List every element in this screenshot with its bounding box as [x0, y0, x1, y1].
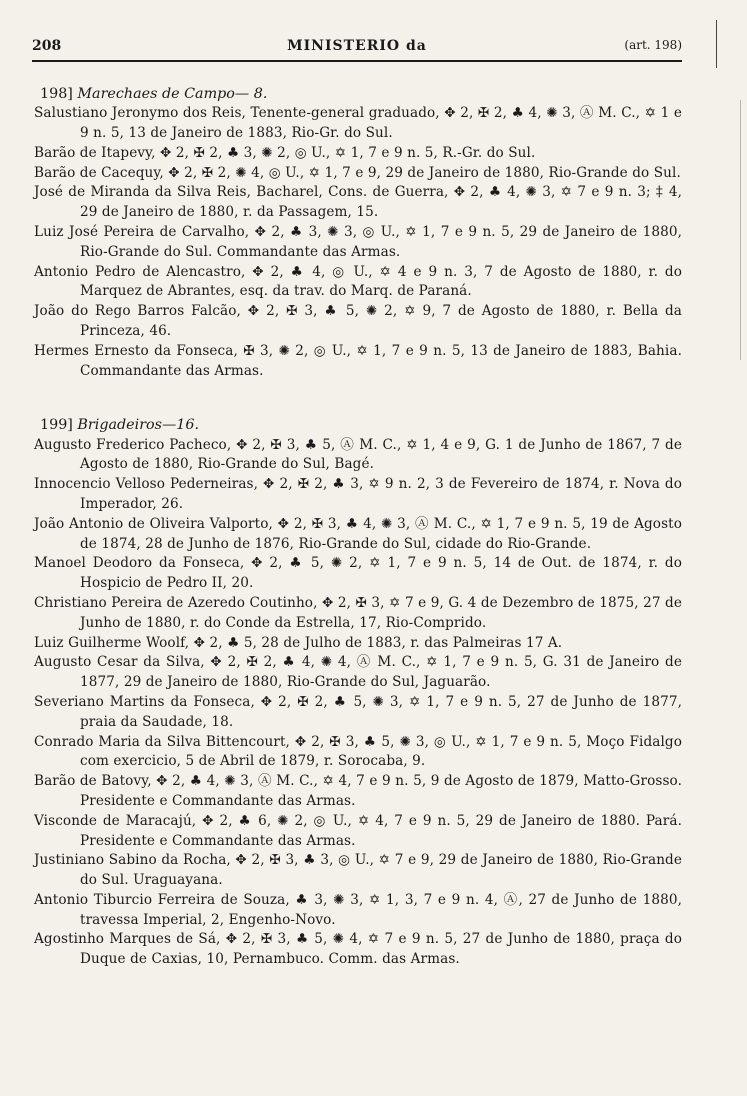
- section-title: Brigadeiros—16.: [77, 417, 200, 434]
- section-heading: [40, 415, 682, 435]
- list-item: Luiz Guilherme Woolf, ✥ 2, ♣ 5, 28 de Julho de 1883, r. das Palmeiras 17 A.: [34, 634, 563, 651]
- page-margin-line: [740, 100, 741, 360]
- list-item: Barão de Cacequy, ✥ 2, ✠ 2, ✺ 4, ◎ U., ✡ 1, 7 e 9, 29 de Janeiro de 1880, Rio-Grande do Sul.: [34, 164, 681, 181]
- list-item: Manoel Deodoro da Fonseca, ✥ 2, ♣ 5, ✺ 2, ✡ 1, 7 e 9 n. 5, 14 de Out. de 1874, r. do Hospicio de Pedro II, 20.: [34, 555, 682, 592]
- list-item: Barão de Itapevy, ✥ 2, ✠ 2, ♣ 3, ✺ 2, ◎ U., ✡ 1, 7 e 9 n. 5, R.-Gr. do Sul.: [34, 144, 536, 161]
- section-marechaes: [32, 84, 682, 381]
- list-item: Hermes Ernesto da Fonseca, ✠ 3, ✺ 2, ◎ U., ✡ 1, 7 e 9 n. 5, 13 de Janeiro de 1883, Bahia. Commandante das Armas.: [34, 342, 682, 379]
- list-item: Barão de Batovy, ✥ 2, ♣ 4, ✺ 3, Ⓐ M. C., ✡ 4, 7 e 9 n. 5, 9 de Agosto de 1879, Matto-Grosso. Presidente e Commandante das Armas.: [34, 773, 682, 809]
- running-header: [32, 36, 682, 62]
- page-edge-mark: [716, 20, 717, 68]
- section-heading: [40, 84, 682, 104]
- document-page: [32, 36, 682, 970]
- list-item: Augusto Frederico Pacheco, ✥ 2, ✠ 3, ♣ 5, Ⓐ M. C., ✡ 1, 4 e 9, G. 1 de Junho de 1867, 7 de Agosto de 1880, Rio-Grande do Sul, Bagé.: [34, 436, 682, 473]
- section-title: Marechaes de Campo— 8.: [77, 86, 268, 102]
- section-number: 199]: [40, 417, 73, 434]
- list-item: Conrado Maria da Silva Bittencourt, ✥ 2, ✠ 3, ♣ 5, ✺ 3, ◎ U., ✡ 1, 7 e 9 n. 5, Moço Fidalgo com exercicio, 5 de Abril de 1879, r. Sorocaba, 9.: [34, 733, 682, 770]
- page-number: 208: [32, 38, 62, 54]
- list-item: José de Miranda da Silva Reis, Bacharel, Cons. de Guerra, ✥ 2, ♣ 4, ✺ 3, ✡ 7 e 9 n. 3; ‡ 4, 29 de Janeiro de 1880, r. da Passagem, 15.: [34, 184, 682, 221]
- list-item: Justiniano Sabino da Rocha, ✥ 2, ✠ 3, ♣ 3, ◎ U., ✡ 7 e 9, 29 de Janeiro de 1880, Rio-Grande do Sul. Uraguayana.: [34, 852, 682, 889]
- article-reference: (art. 198): [624, 38, 682, 52]
- list-item: Christiano Pereira de Azeredo Coutinho, ✥ 2, ✠ 3, ✡ 7 e 9, G. 4 de Dezembro de 1875, 27 de Junho de 1880, r. do Conde da Estrella, 17, Rio-Comprido.: [34, 594, 682, 631]
- list-item: Antonio Tiburcio Ferreira de Souza, ♣ 3, ✺ 3, ✡ 1, 3, 7 e 9 n. 4, Ⓐ, 27 de Junho de 1880, travessa Imperial, 2, Engenho-Novo.: [34, 891, 682, 928]
- list-item: Salustiano Jeronymo dos Reis, Tenente-general graduado, ✥ 2, ✠ 2, ♣ 4, ✺ 3, Ⓐ M. C., ✡ 1 e 9 n. 5, 13 de Janeiro de 1883, Rio-Gr. do Sul.: [34, 105, 682, 141]
- list-item: Luiz José Pereira de Carvalho, ✥ 2, ♣ 3, ✺ 3, ◎ U., ✡ 1, 7 e 9 n. 5, 29 de Janeiro de 1880, Rio-Grande do Sul. Commandante das Armas.: [34, 223, 682, 260]
- running-title: MINISTERIO da: [287, 38, 427, 54]
- list-item: Antonio Pedro de Alencastro, ✥ 2, ♣ 4, ◎ U., ✡ 4 e 9 n. 3, 7 de Agosto de 1880, r. do Marquez de Abrantes, esq. da trav. do Marq. de Paraná.: [34, 263, 682, 300]
- section-brigadeiros: [32, 415, 682, 970]
- list-item: Innocencio Velloso Pederneiras, ✥ 2, ✠ 2, ♣ 3, ✡ 9 n. 2, 3 de Fevereiro de 1874, r. Nova do Imperador, 26.: [34, 476, 682, 512]
- list-item: Agostinho Marques de Sá, ✥ 2, ✠ 3, ♣ 5, ✺ 4, ✡ 7 e 9 n. 5, 27 de Junho de 1880, praça do Duque de Caxias, 10, Pernambuco. Comm. das Armas.: [34, 931, 682, 968]
- section-number: 198]: [40, 86, 73, 102]
- list-item: João Antonio de Oliveira Valporto, ✥ 2, ✠ 3, ♣ 4, ✺ 3, Ⓐ M. C., ✡ 1, 7 e 9 n. 5, 19 de Agosto de 1874, 28 de Junho de 1876, Rio-Grande do Sul, cidade do Rio-Grande.: [34, 515, 682, 552]
- list-item: Augusto Cesar da Silva, ✥ 2, ✠ 2, ♣ 4, ✺ 4, Ⓐ M. C., ✡ 1, 7 e 9 n. 5, G. 31 de Janeiro de 1877, 29 de Janeiro de 1880, Rio-Grande do Sul, Jaguarão.: [34, 654, 682, 691]
- list-item: João do Rego Barros Falcão, ✥ 2, ✠ 3, ♣ 5, ✺ 2, ✡ 9, 7 de Agosto de 1880, r. Bella da Princeza, 46.: [34, 303, 682, 339]
- list-item: Severiano Martins da Fonseca, ✥ 2, ✠ 2, ♣ 5, ✺ 3, ✡ 1, 7 e 9 n. 5, 27 de Junho de 1877, praia da Saudade, 18.: [34, 693, 682, 730]
- list-item: Visconde de Maracajú, ✥ 2, ♣ 6, ✺ 2, ◎ U., ✡ 4, 7 e 9 n. 5, 29 de Janeiro de 1880. Pará. Presidente e Commandante das Armas.: [34, 812, 682, 849]
